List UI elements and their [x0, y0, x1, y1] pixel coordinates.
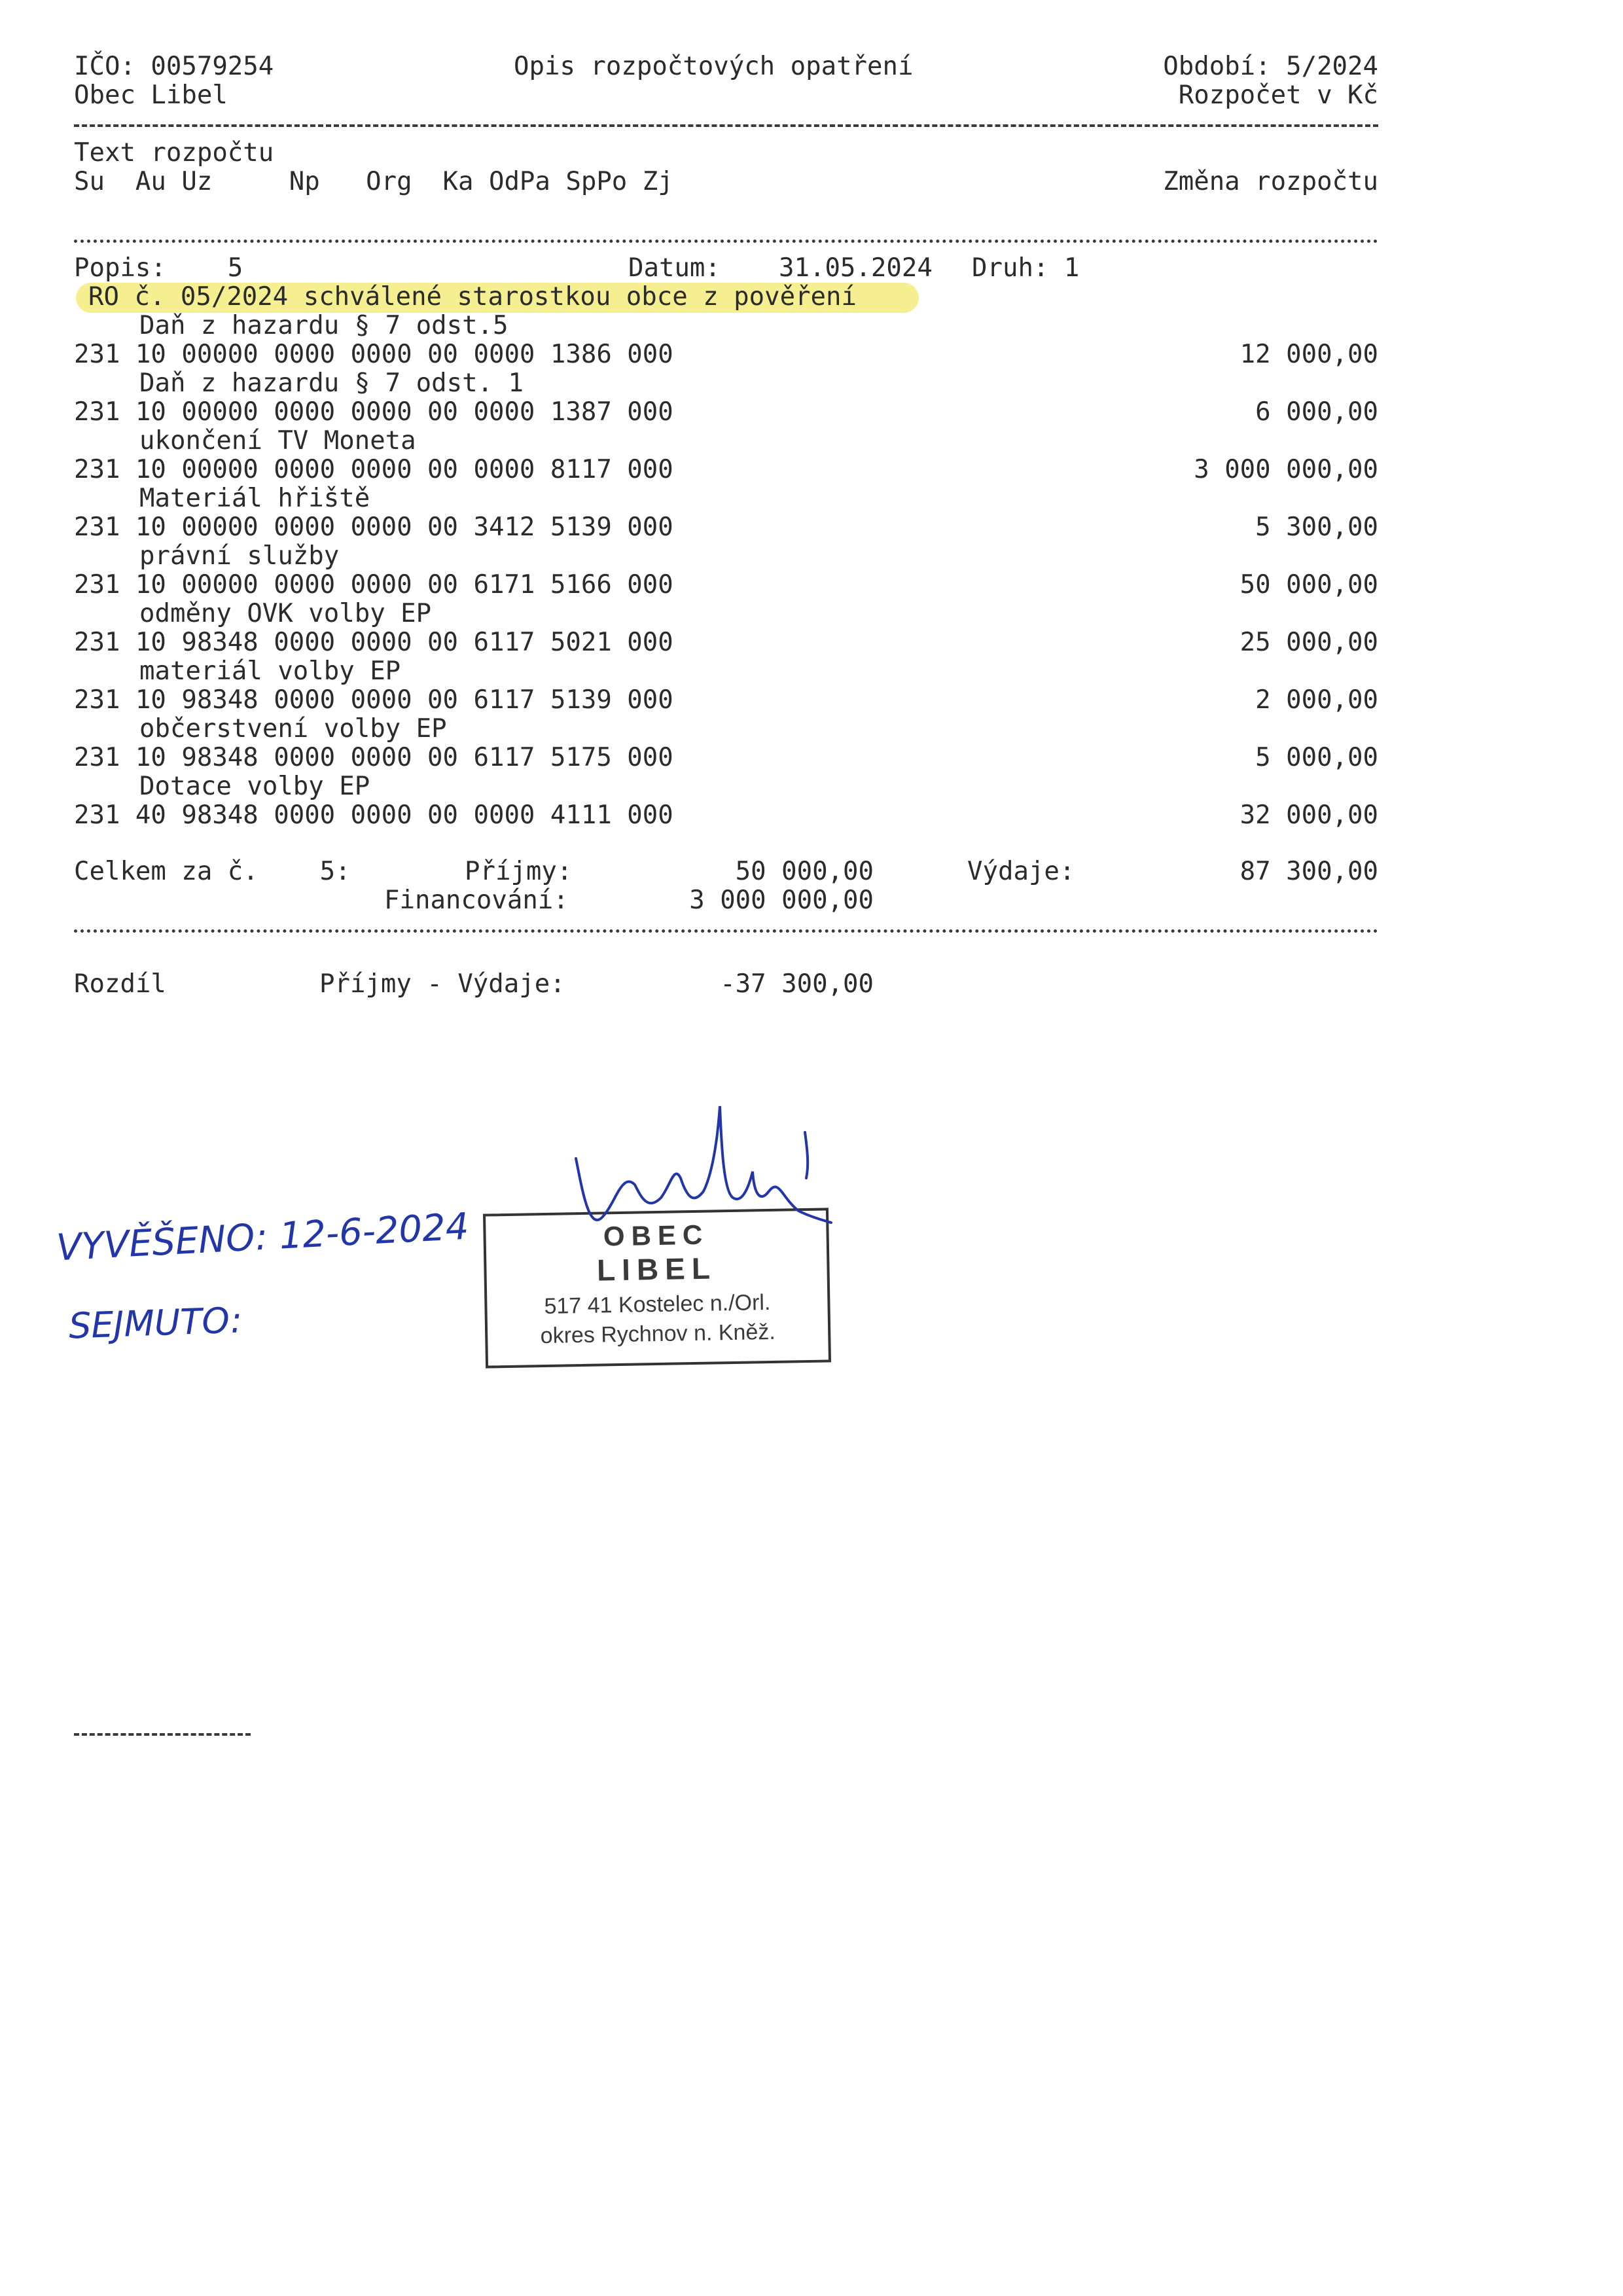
line-item-codes: 231 10 98348 0000 0000 00 6117 5175 000	[74, 743, 673, 772]
total-label: Celkem za č. 5:	[74, 857, 351, 886]
stamp-line-2: LIBEL	[596, 1251, 717, 1287]
ico-number: IČO: 00579254	[74, 52, 274, 81]
column-divider	[74, 240, 1378, 243]
line-item	[74, 600, 1378, 657]
line-item-codes: 231 10 98348 0000 0000 00 6117 5139 000	[74, 685, 673, 715]
income-value: 50 000,00	[735, 857, 874, 886]
line-item-amount: 3 000 000,00	[1194, 455, 1378, 484]
totals-divider	[74, 929, 1378, 933]
header-divider	[74, 124, 1378, 127]
line-item-description: materiál volby EP	[139, 656, 401, 686]
line-item-description: Daň z hazardu § 7 odst. 1	[139, 368, 524, 398]
line-item	[74, 369, 1378, 427]
stamp-line-1: OBEC	[603, 1219, 709, 1252]
line-item-amount: 5 000,00	[1255, 743, 1378, 772]
stamp-line-4: okres Rychnov n. Kněž.	[540, 1319, 776, 1349]
line-item-codes: 231 10 00000 0000 0000 00 0000 1386 000	[74, 340, 673, 369]
expense-value: 87 300,00	[1240, 857, 1378, 886]
currency-note: Rozpočet v Kč	[1178, 81, 1378, 110]
income-label: Příjmy:	[465, 857, 573, 886]
line-item-description: Daň z hazardu § 7 odst.5	[139, 311, 508, 340]
line-item-codes: 231 40 98348 0000 0000 00 0000 4111 000	[74, 800, 673, 830]
line-item-amount: 5 300,00	[1255, 512, 1378, 542]
line-item-codes: 231 10 98348 0000 0000 00 6117 5021 000	[74, 628, 673, 657]
druh-label: Druh: 1	[972, 253, 1080, 283]
codes-column-label: Su Au Uz Np Org Ka OdPa SpPo Zj	[74, 167, 673, 196]
line-item-description: právní služby	[139, 541, 340, 571]
line-item-description: Materiál hřiště	[139, 484, 370, 513]
line-item-amount: 25 000,00	[1240, 628, 1378, 657]
popis-label: Popis: 5	[74, 253, 243, 283]
financing-value: 3 000 000,00	[689, 886, 874, 915]
line-item-amount: 6 000,00	[1255, 397, 1378, 427]
posted-note: VYVĚŠENO: 12-6-2024	[55, 1205, 470, 1270]
line-item-description: občerstvení volby EP	[139, 714, 447, 744]
stamp-line-3: 517 41 Kostelec n./Orl.	[544, 1289, 771, 1319]
line-item-codes: 231 10 00000 0000 0000 00 6171 5166 000	[74, 570, 673, 600]
difference-formula: Příjmy - Výdaje:	[319, 969, 565, 999]
line-item-amount: 32 000,00	[1240, 800, 1378, 830]
difference-value: -37 300,00	[720, 969, 874, 999]
line-item-codes: 231 10 00000 0000 0000 00 0000 1387 000	[74, 397, 673, 427]
measure-description: RO č. 05/2024 schválené starostkou obce z pověření	[88, 282, 857, 312]
line-item-amount: 50 000,00	[1240, 570, 1378, 600]
line-item	[74, 772, 1378, 830]
line-item-description: odměny OVK volby EP	[139, 599, 432, 628]
datum-label: Datum:	[628, 253, 721, 283]
financing-label: Financování:	[384, 886, 569, 915]
line-item	[74, 542, 1378, 600]
period: Období: 5/2024	[1163, 52, 1378, 81]
removed-note: SEJMUTO:	[67, 1299, 243, 1347]
change-column-label: Změna rozpočtu	[1163, 167, 1378, 196]
text-column-label: Text rozpočtu	[74, 138, 274, 168]
line-item	[74, 715, 1378, 772]
difference-label: Rozdíl	[74, 969, 166, 999]
line-item-description: Dotace volby EP	[139, 772, 370, 801]
line-item	[74, 427, 1378, 484]
line-item-amount: 2 000,00	[1255, 685, 1378, 715]
document-title: Opis rozpočtových opatření	[514, 52, 914, 81]
footer-dash-line	[74, 1733, 251, 1736]
signature	[563, 1100, 838, 1250]
organization-name: Obec Libel	[74, 81, 228, 110]
line-item-amount: 12 000,00	[1240, 340, 1378, 369]
line-item	[74, 484, 1378, 542]
line-item-codes: 231 10 00000 0000 0000 00 3412 5139 000	[74, 512, 673, 542]
line-item-codes: 231 10 00000 0000 0000 00 0000 8117 000	[74, 455, 673, 484]
expense-label: Výdaje:	[967, 857, 1075, 886]
line-item-description: ukončení TV Moneta	[139, 426, 416, 456]
line-item	[74, 657, 1378, 715]
datum-value: 31.05.2024	[779, 253, 933, 283]
line-item	[74, 312, 1378, 369]
